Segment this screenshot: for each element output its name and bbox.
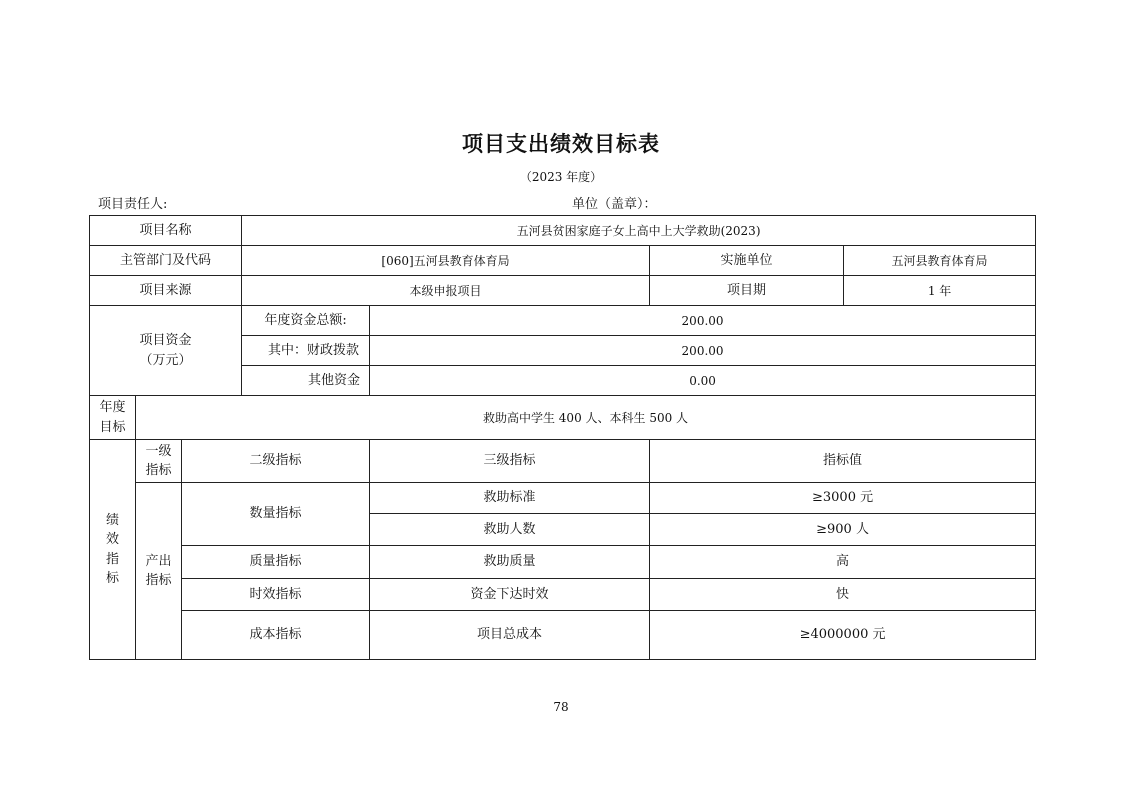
year-subtitle: （2023 年度） [519, 170, 603, 184]
annual-goal-label-line2: 目标 [99, 419, 126, 435]
performance-indicator-section-label [90, 440, 136, 660]
project-source-value: 本级申报项目 [242, 276, 650, 306]
funds-total-row [90, 306, 1036, 336]
indicator-row-cost [90, 611, 1036, 660]
funds-timeliness-value: 快 [650, 579, 1036, 611]
level1-indicator-header [136, 440, 182, 483]
quality-indicator-label: 质量指标 [182, 546, 370, 579]
project-name-row [90, 216, 1036, 246]
department-row [90, 246, 1036, 276]
section-char: 标 [105, 571, 119, 586]
source-row [90, 276, 1036, 306]
section-char: 指 [105, 551, 119, 567]
project-source-label: 项目来源 [90, 276, 242, 306]
aid-standard-label: 救助标准 [370, 483, 650, 514]
annual-goal-label [90, 396, 136, 440]
unit-seal-label: 单位（盖章）： [572, 197, 657, 212]
timeliness-indicator-label: 时效指标 [182, 579, 370, 611]
section-char: 效 [105, 532, 119, 547]
annual-total-label: 年度资金总额: [242, 306, 370, 336]
annual-goal-value: 救助高中学生 400 人、本科生 500 人 [136, 396, 1036, 440]
page-title: 项目支出绩效目标表 [462, 132, 660, 156]
quantity-indicator-label: 数量指标 [182, 483, 370, 546]
indicator-header-row [90, 440, 1036, 483]
total-cost-value: ≥4000000 元 [650, 611, 1036, 660]
level3-indicator-header: 三级指标 [370, 440, 650, 483]
other-funds-label: 其他资金 [242, 366, 370, 396]
cost-indicator-label: 成本指标 [182, 611, 370, 660]
level1-header-line1: 一级 [145, 443, 172, 459]
project-period-label: 项目期 [650, 276, 844, 306]
project-period-value: 1 年 [844, 276, 1036, 306]
fiscal-allocation-value: 200.00 [370, 336, 1036, 366]
annual-goal-label-line1: 年度 [99, 400, 126, 415]
implementing-unit-value: 五河县教育体育局 [844, 246, 1036, 276]
total-cost-label: 项目总成本 [370, 611, 650, 660]
output-label-line2: 指标 [145, 573, 172, 588]
section-char: 绩 [105, 512, 119, 528]
indicator-row-quality [90, 546, 1036, 579]
annual-total-value: 200.00 [370, 306, 1036, 336]
indicator-row-timeliness [90, 579, 1036, 611]
project-funds-label-line1: 项目资金 [139, 333, 192, 348]
indicator-row-standard [90, 483, 1036, 514]
aid-quality-value: 高 [650, 546, 1036, 579]
aid-count-value: ≥900 人 [650, 514, 1036, 546]
level2-indicator-header: 二级指标 [182, 440, 370, 483]
responsible-person-label: 项目责任人: [98, 197, 168, 212]
project-funds-label [90, 306, 242, 396]
performance-target-table [89, 215, 1036, 660]
implementing-unit-label: 实施单位 [650, 246, 844, 276]
department-value: [060]五河县教育体育局 [242, 246, 650, 276]
project-funds-label-line2: （万元） [139, 352, 192, 368]
aid-standard-value: ≥3000 元 [650, 483, 1036, 514]
other-funds-value: 0.00 [370, 366, 1036, 396]
level1-header-line2: 指标 [145, 463, 172, 478]
aid-count-label: 救助人数 [370, 514, 650, 546]
aid-quality-label: 救助质量 [370, 546, 650, 579]
project-name-value: 五河县贫困家庭子女上高中上大学救助(2023) [242, 216, 1036, 246]
annual-goal-row [90, 396, 1036, 440]
department-label: 主管部门及代码 [90, 246, 242, 276]
indicator-value-header: 指标值 [650, 440, 1036, 483]
funds-timeliness-label: 资金下达时效 [370, 579, 650, 611]
project-name-label: 项目名称 [90, 216, 242, 246]
output-indicator-label [136, 483, 182, 660]
page-number: 78 [553, 700, 569, 714]
output-label-line1: 产出 [145, 553, 172, 569]
fiscal-allocation-label: 其中：财政拨款 [242, 336, 370, 366]
